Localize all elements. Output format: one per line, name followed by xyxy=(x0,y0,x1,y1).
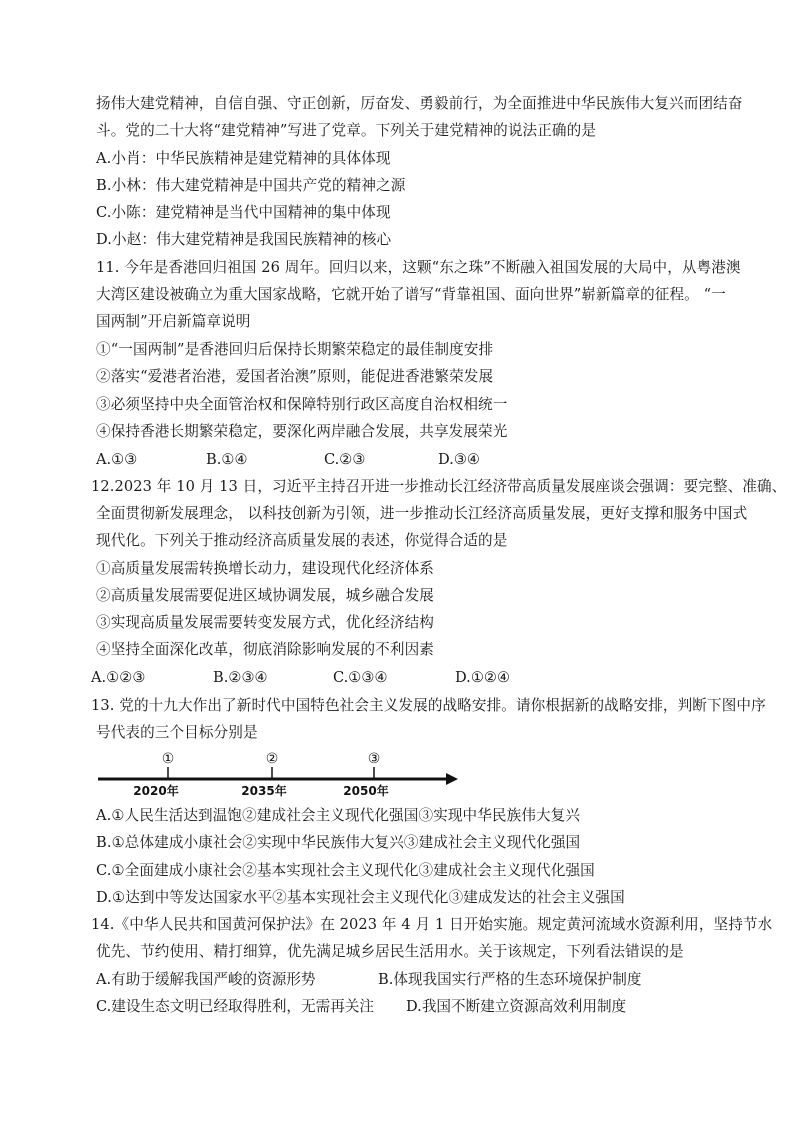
q14-options-row-2 xyxy=(96,997,736,1017)
q14-option-d: D.我国不断建立资源高效利用制度 xyxy=(406,998,627,1015)
q14-options-row-1 xyxy=(96,970,736,990)
q12-stem-line-1: 12.2023 年 10 月 13 日，习近平主持召开进一步推动长江经济带高质量发展座谈会强调：要完整、准确、 xyxy=(91,478,787,495)
q14-stem-line-2: 优先、节约使用、精打细算，优先满足城乡居民生活用水。关于该规定，下列看法错误的是 xyxy=(96,943,684,960)
q12-choice-b: B.②③④ xyxy=(213,669,268,686)
q10-option-d: D.小赵：伟大建党精神是我国民族精神的核心 xyxy=(96,231,392,248)
q13-option-a: A.①人民生活达到温饱②建成社会主义现代化强国③实现中华民族伟大复兴 xyxy=(96,807,581,824)
q11-choice-a: A.①③ xyxy=(96,451,138,468)
q12-choice-c: C.①③④ xyxy=(333,669,388,686)
q14-option-a: A.有助于缓解我国严峻的资源形势 xyxy=(96,971,316,988)
q12-statement-1: ①高质量发展需转换增长动力，建设现代化经济体系 xyxy=(96,560,434,577)
q12-statement-3: ③实现高质量发展需要转变发展方式，优化经济结构 xyxy=(96,614,434,631)
timeline-arrowhead xyxy=(446,773,458,785)
q12-statement-4: ④坚持全面深化改革，彻底消除影响发展的不利因素 xyxy=(96,641,434,658)
q12-choice-a: A.①②③ xyxy=(91,669,146,686)
q11-stem-line-2: 大湾区建设被确立为重大国家战略，它就开始了谱写“背靠祖国、面向世界”崭新篇章的征程。 “一 xyxy=(96,286,726,303)
q11-stem-line-3: 国两制”开启新篇章说明 xyxy=(96,313,251,330)
q14-option-c: C.建设生态文明已经取得胜利，无需再关注 xyxy=(96,998,374,1015)
q10-stem-line-2: 斗。党的二十大将“建党精神”写进了党章。下列关于建党精神的说法正确的是 xyxy=(96,122,597,139)
timeline-year-1: 2020年 xyxy=(133,784,179,798)
timeline-marker-3: ③ xyxy=(367,751,381,767)
q13-stem-line-1: 13. 党的十九大作出了新时代中国特色社会主义发展的战略安排。请你根据新的战略安排，判断下图中序 xyxy=(91,697,766,714)
q14-stem-line-1: 14.《中华人民共和国黄河保护法》在 2023 年 4 月 1 日开始实施。规定黄河流域水资源利用，坚持节水 xyxy=(91,916,773,933)
q13-stem-line-2: 号代表的三个目标分别是 xyxy=(96,724,258,741)
timeline-marker-2: ② xyxy=(265,751,279,767)
development-timeline xyxy=(96,750,466,800)
q13-option-d: D.①达到中等发达国家水平②基本实现社会主义现代化③建成发达的社会主义强国 xyxy=(96,889,625,906)
q10-stem-line-1: 扬伟大建党精神，自信自强、守正创新，厉奋发、勇毅前行，为全面推进中华民族伟大复兴而团结奋 xyxy=(96,95,743,112)
q12-stem-line-2: 全面贯彻新发展理念， 以科技创新为引领，进一步推动长江经济高质量发展，更好支撑和服务中国式 xyxy=(96,505,748,522)
q13-option-c: C.①全面建成小康社会②基本实现社会主义现代化③建成社会主义现代化强国 xyxy=(96,862,595,879)
timeline-year-3: 2050年 xyxy=(343,784,389,798)
q11-statement-3: ③必须坚持中央全面管治权和保障特别行政区高度自治权相统一 xyxy=(96,396,508,413)
q11-choice-c: C.②③ xyxy=(324,451,366,468)
q10-option-c: C.小陈：建党精神是当代中国精神的集中体现 xyxy=(96,204,391,221)
q10-option-b: B.小林：伟大建党精神是中国共产党的精神之源 xyxy=(96,177,406,194)
q12-choices xyxy=(91,668,691,688)
q14-option-b: B.体现我国实行严格的生态环境保护制度 xyxy=(378,971,642,988)
q11-statement-4: ④保持香港长期繁荣稳定，要深化两岸融合发展，共享发展荣光 xyxy=(96,423,508,440)
q13-option-b: B.①总体建成小康社会②实现中华民族伟大复兴③建成社会主义现代化强国 xyxy=(96,834,581,851)
timeline-marker-1: ① xyxy=(161,751,175,767)
q12-stem-line-3: 现代化。下列关于推动经济高质量发展的表述，你觉得合适的是 xyxy=(96,532,508,549)
q12-statement-2: ②高质量发展需要促进区域协调发展，城乡融合发展 xyxy=(96,587,434,604)
q10-option-a: A.小肖：中华民族精神是建党精神的具体体现 xyxy=(96,150,391,167)
q11-choice-b: B.①④ xyxy=(206,451,248,468)
q11-choices xyxy=(96,450,696,470)
q11-statement-2: ②落实“爱港者治港，爱国者治澳”原则，能促进香港繁荣发展 xyxy=(96,368,494,385)
q12-choice-d: D.①②④ xyxy=(455,669,511,686)
q11-stem-line-1: 11. 今年是香港回归祖国 26 周年。回归以来，这颗“东之珠”不断融入祖国发展的大局中，从粤港澳 xyxy=(96,259,741,276)
q11-choice-d: D.③④ xyxy=(438,451,480,468)
q11-statement-1: ①“一国两制”是香港回归后保持长期繁荣稳定的最佳制度安排 xyxy=(96,341,494,358)
timeline-year-2: 2035年 xyxy=(241,784,287,798)
